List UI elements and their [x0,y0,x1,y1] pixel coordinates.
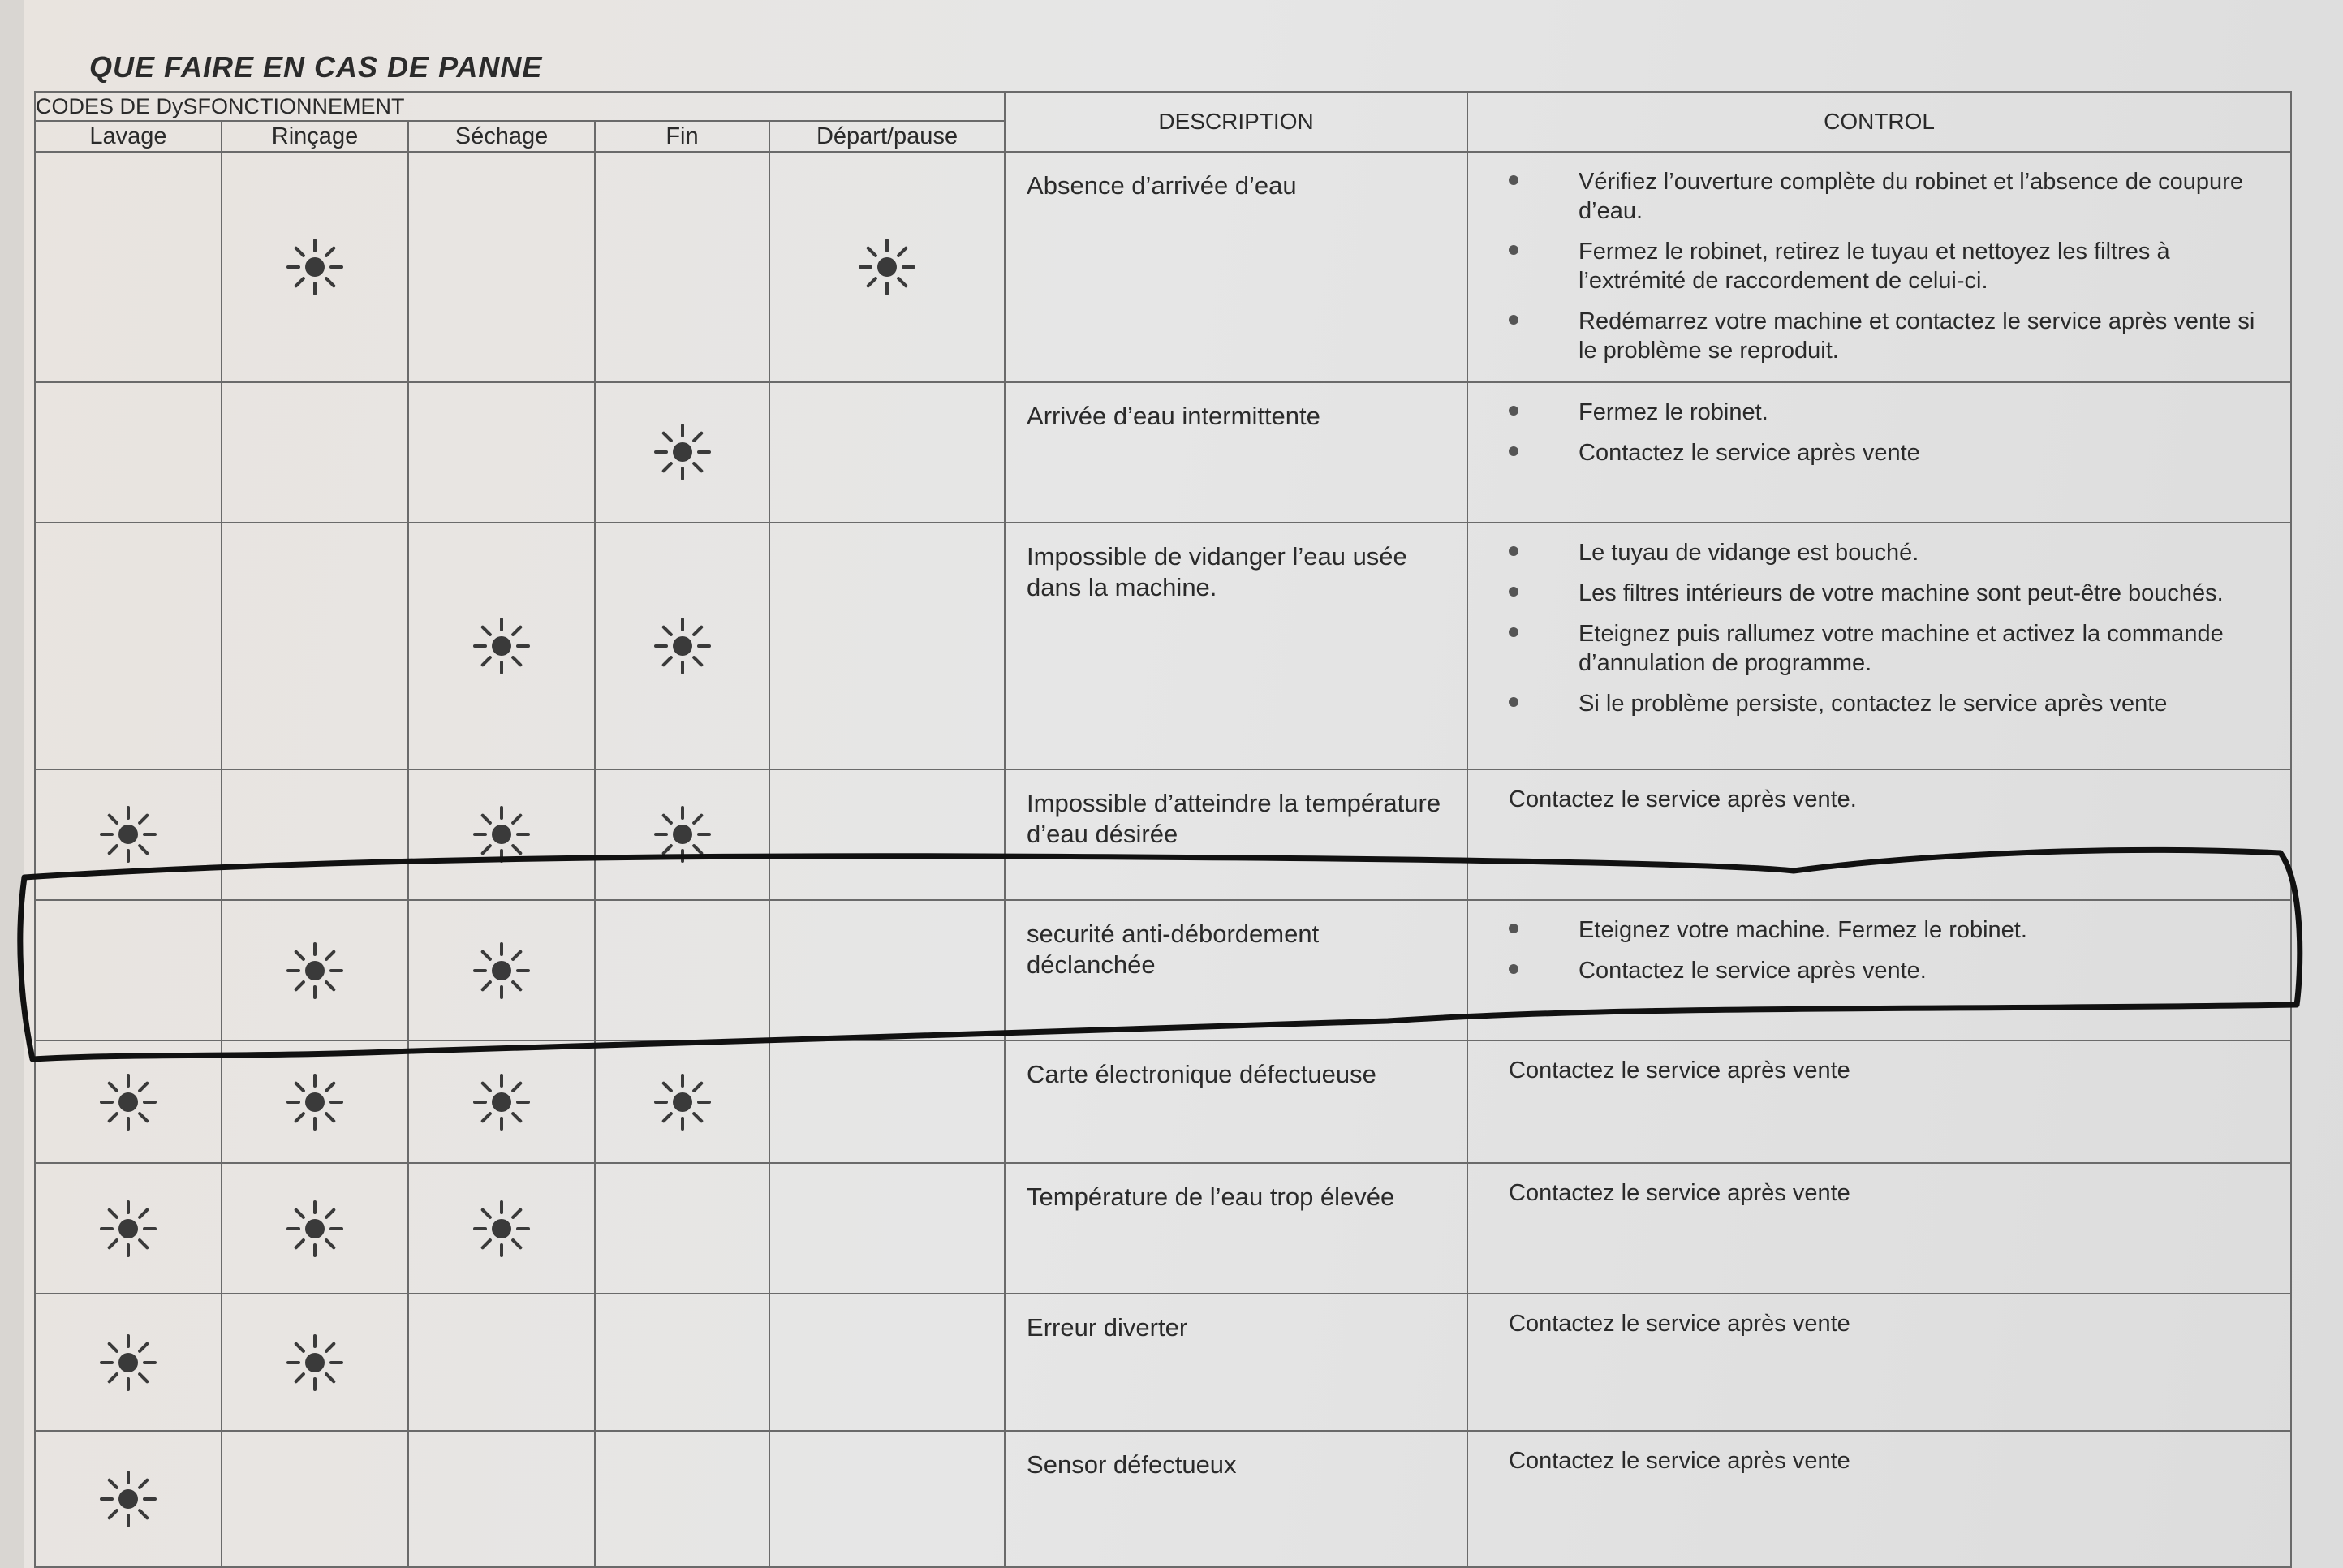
indicator-cell-rincage [222,1040,408,1163]
control-step-text: Si le problème persiste, contactez le service après vente [1579,690,2168,717]
indicator-cell-lavage [35,523,222,769]
fault-description: securité anti-débordement déclanchée [1005,900,1467,1040]
bullet-icon [1509,546,1518,556]
blinking-light-icon [648,800,717,868]
control-text: Contactez le service après vente [1509,1447,1850,1474]
blinking-light-icon [94,1068,162,1136]
fault-control [1467,1294,2291,1430]
control-step-text: Contactez le service après vente. [1579,957,1927,984]
fault-control [1467,769,2291,900]
blinking-light-icon [648,418,717,486]
bullet-icon [1509,315,1518,325]
control-step-text: Eteignez puis rallumez votre machine et activez la commande d’annulation de programme. [1579,620,2224,676]
indicator-cell-rincage [222,152,408,382]
fault-description: Impossible de vidanger l’eau usée dans la machine. [1005,523,1467,769]
fault-description: Carte électronique défectueuse [1005,1040,1467,1163]
indicator-cell-fin [595,1163,769,1294]
indicator-cell-fin [595,769,769,900]
blinking-light-icon [467,612,536,680]
indicator-cell-lavage [35,1294,222,1430]
fault-description: Température de l’eau trop élevée [1005,1163,1467,1294]
control-step [1501,438,2266,467]
control-step-text: Le tuyau de vidange est bouché. [1579,539,1919,566]
header-fin: Fin [595,121,769,152]
indicator-cell-lavage [35,1040,222,1163]
indicator-cell-sechage [408,900,595,1040]
blinking-light-icon [467,1068,536,1136]
blinking-light-icon [94,1195,162,1263]
indicator-cell-lavage [35,1163,222,1294]
bullet-icon [1509,924,1518,933]
indicator-cell-sechage [408,152,595,382]
indicator-cell-depart-pause [769,769,1005,900]
fault-row [35,382,2291,523]
blinking-light-icon [281,937,349,1005]
fault-row [35,900,2291,1040]
indicator-cell-depart-pause [769,1040,1005,1163]
indicator-cell-rincage [222,523,408,769]
indicator-cell-fin [595,152,769,382]
control-step [1501,915,2266,945]
indicator-cell-rincage [222,769,408,900]
fault-description: Sensor défectueux [1005,1431,1467,1567]
indicator-cell-depart-pause [769,523,1005,769]
control-step-text: Fermez le robinet. [1579,398,1768,425]
indicator-cell-lavage [35,152,222,382]
indicator-cell-fin [595,1294,769,1430]
control-steps-list [1501,167,2266,365]
control-text: Contactez le service après vente [1509,1180,1850,1207]
control-steps-list [1501,538,2266,718]
bullet-icon [1509,406,1518,416]
bullet-icon [1509,446,1518,456]
indicator-cell-lavage [35,769,222,900]
blinking-light-icon [281,233,349,301]
control-steps-list [1501,398,2266,467]
fault-control [1467,382,2291,523]
fault-row [35,1040,2291,1163]
blinking-light-icon [281,1195,349,1263]
indicator-cell-sechage [408,1163,595,1294]
control-header: CONTROL [1467,92,2291,152]
fault-code-table [34,91,2292,1568]
fault-control [1467,900,2291,1040]
control-step-text: Redémarrez votre machine et contactez le service après vente si le problème se reproduit. [1579,308,2255,364]
bullet-icon [1509,245,1518,255]
control-step [1501,237,2266,295]
blinking-light-icon [281,1329,349,1397]
indicator-cell-fin [595,382,769,523]
indicator-cell-lavage [35,1431,222,1567]
control-step [1501,398,2266,427]
indicator-cell-depart-pause [769,900,1005,1040]
description-header: DESCRIPTION [1005,92,1467,152]
bullet-icon [1509,587,1518,597]
fault-row [35,1163,2291,1294]
fault-control [1467,523,2291,769]
fault-description: Erreur diverter [1005,1294,1467,1430]
blinking-light-icon [648,1068,717,1136]
indicator-cell-depart-pause [769,152,1005,382]
blinking-light-icon [467,937,536,1005]
fault-description: Impossible d’atteindre la température d’eau désirée [1005,769,1467,900]
blinking-light-icon [853,233,921,301]
control-step [1501,538,2266,567]
document-title: QUE FAIRE EN CAS DE PANNE [89,50,543,84]
fault-row [35,1431,2291,1567]
blinking-light-icon [94,1465,162,1533]
control-step [1501,956,2266,985]
indicator-cell-lavage [35,382,222,523]
indicator-cell-depart-pause [769,382,1005,523]
fault-row [35,152,2291,382]
indicator-cell-rincage [222,1163,408,1294]
bullet-icon [1509,964,1518,974]
indicator-cell-sechage [408,1431,595,1567]
control-text: Contactez le service après vente [1509,1058,1850,1084]
header-lavage: Lavage [35,121,222,152]
control-step [1501,689,2266,718]
control-step [1501,167,2266,226]
indicator-cell-sechage [408,1040,595,1163]
indicator-cell-sechage [408,769,595,900]
fault-control [1467,152,2291,382]
fault-control [1467,1040,2291,1163]
indicator-cell-fin [595,1040,769,1163]
indicator-cell-depart-pause [769,1294,1005,1430]
fault-description: Arrivée d’eau intermittente [1005,382,1467,523]
indicator-cell-fin [595,900,769,1040]
control-text: Contactez le service après vente. [1509,786,1857,812]
fault-row [35,769,2291,900]
header-depart-pause: Départ/pause [769,121,1005,152]
blinking-light-icon [281,1068,349,1136]
indicator-cell-depart-pause [769,1163,1005,1294]
indicator-cell-rincage [222,382,408,523]
control-text: Contactez le service après vente [1509,1311,1850,1338]
indicator-cell-rincage [222,1294,408,1430]
blinking-light-icon [648,612,717,680]
blinking-light-icon [94,1329,162,1397]
header-sechage: Séchage [408,121,595,152]
fault-row [35,1294,2291,1430]
codes-header: CODES DE DySFONCTIONNEMENT [35,92,1005,121]
bullet-icon [1509,175,1518,185]
control-step [1501,619,2266,678]
control-steps-list [1501,915,2266,985]
control-step-text: Eteignez votre machine. Fermez le robinet. [1579,916,2027,943]
indicator-cell-sechage [408,1294,595,1430]
blinking-light-icon [94,800,162,868]
control-step [1501,307,2266,365]
indicator-cell-sechage [408,523,595,769]
bullet-icon [1509,627,1518,637]
header-rincage: Rinçage [222,121,408,152]
indicator-cell-fin [595,1431,769,1567]
fault-row [35,523,2291,769]
control-step-text: Fermez le robinet, retirez le tuyau et nettoyez les filtres à l’extrémité de raccordement de celui-ci. [1579,239,2170,294]
control-step-text: Contactez le service après vente [1579,439,1920,466]
control-step-text: Vérifiez l’ouverture complète du robinet et l’absence de coupure d’eau. [1579,169,2243,224]
control-step [1501,579,2266,608]
blinking-light-icon [467,800,536,868]
indicator-cell-fin [595,523,769,769]
bullet-icon [1509,697,1518,707]
indicator-cell-rincage [222,900,408,1040]
control-step-text: Les filtres intérieurs de votre machine sont peut-être bouchés. [1579,579,2224,606]
fault-description: Absence d’arrivée d’eau [1005,152,1467,382]
indicator-cell-depart-pause [769,1431,1005,1567]
blinking-light-icon [467,1195,536,1263]
indicator-cell-sechage [408,382,595,523]
fault-control [1467,1431,2291,1567]
indicator-cell-rincage [222,1431,408,1567]
indicator-cell-lavage [35,900,222,1040]
fault-control [1467,1163,2291,1294]
